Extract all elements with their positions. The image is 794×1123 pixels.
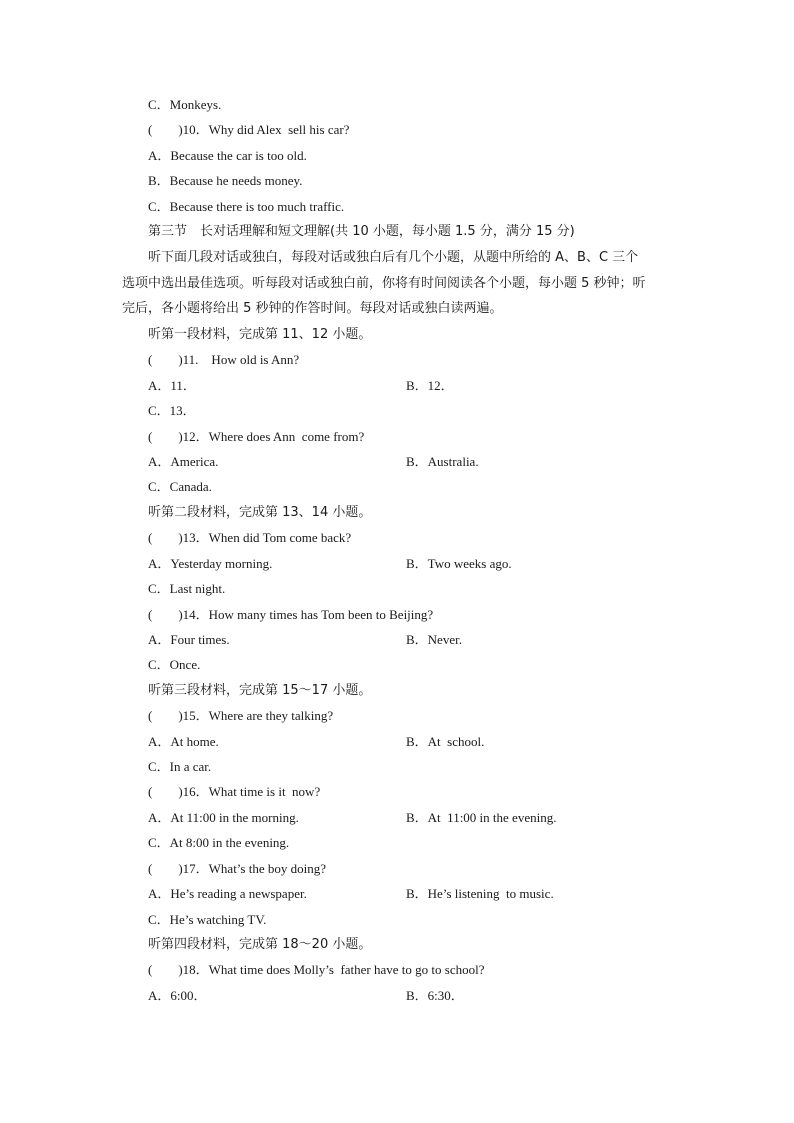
q18-stem: ( )18．What time does Molly’s father have to go to school? (148, 962, 485, 977)
q15-stem: ( )15．Where are they talking? (148, 708, 334, 723)
q10-option-b: B．Because he needs money. (148, 173, 303, 188)
q14-option-c: C．Once. (148, 657, 201, 672)
q11-stem: ( )11. How old is Ann? (148, 352, 300, 367)
section3-heading: 第三节 长对话理解和短文理解(共 10 小题，每小题 1.5 分，满分 15 分) (148, 224, 575, 239)
material-4-heading: 听第四段材料，完成第 18～20 小题。 (148, 937, 372, 952)
q17-option-a: A．He’s reading a newspaper. (148, 886, 307, 901)
q15-option-b: B．At school. (406, 734, 485, 749)
q17-option-b: B．He’s listening to music. (406, 886, 554, 901)
material-3-heading: 听第三段材料，完成第 15～17 小题。 (148, 683, 372, 698)
q16-option-c: C．At 8:00 in the evening. (148, 835, 290, 850)
q10-option-c: C．Because there is too much traffic. (148, 199, 345, 214)
q11-option-a: A．11． (148, 378, 196, 393)
q10-option-a: A．Because the car is too old. (148, 148, 307, 163)
q14-option-a: A．Four times. (148, 632, 230, 647)
q14-stem: ( )14．How many times has Tom been to Beijing? (148, 607, 434, 622)
section3-instruction-3: 完后，各小题将给出 5 秒钟的作答时间。每段对话或独白读两遍。 (122, 301, 503, 316)
q12-option-c: C．Canada. (148, 479, 212, 494)
q17-stem: ( )17．What’s the boy doing? (148, 861, 326, 876)
q11-option-c: C．13． (148, 403, 196, 418)
q15-option-c: C．In a car. (148, 759, 212, 774)
q11-option-b: B．12． (406, 378, 454, 393)
material-2-heading: 听第二段材料，完成第 13、14 小题。 (148, 505, 372, 520)
section3-instruction-1: 听下面几段对话或独白，每段对话或独白后有几个小题，从题中所给的 A、B、C 三个 (148, 250, 639, 265)
q18-option-a: A．6:00． (148, 988, 207, 1003)
q17-option-c: C．He’s watching TV. (148, 912, 267, 927)
q16-stem: ( )16．What time is it now? (148, 784, 321, 799)
q12-option-a: A．America. (148, 454, 219, 469)
q15-option-a: A．At home. (148, 734, 219, 749)
q13-stem: ( )13．When did Tom come back? (148, 530, 352, 545)
q9-option-c: C．Monkeys. (148, 97, 222, 112)
q12-option-b: B．Australia. (406, 454, 479, 469)
section3-instruction-2: 选项中选出最佳选项。听每段对话或独白前，你将有时间阅读各个小题，每小题 5 秒钟；听 (122, 276, 646, 291)
material-1-heading: 听第一段材料，完成第 11、12 小题。 (148, 327, 372, 342)
q13-option-a: A．Yesterday morning. (148, 556, 273, 571)
q16-option-a: A．At 11:00 in the morning. (148, 810, 299, 825)
q13-option-b: B．Two weeks ago. (406, 556, 512, 571)
q18-option-b: B．6:30． (406, 988, 464, 1003)
q16-option-b: B．At 11:00 in the evening. (406, 810, 557, 825)
q13-option-c: C．Last night. (148, 581, 226, 596)
q14-option-b: B．Never. (406, 632, 462, 647)
q12-stem: ( )12．Where does Ann come from? (148, 429, 365, 444)
q10-stem: ( )10．Why did Alex sell his car? (148, 122, 350, 137)
